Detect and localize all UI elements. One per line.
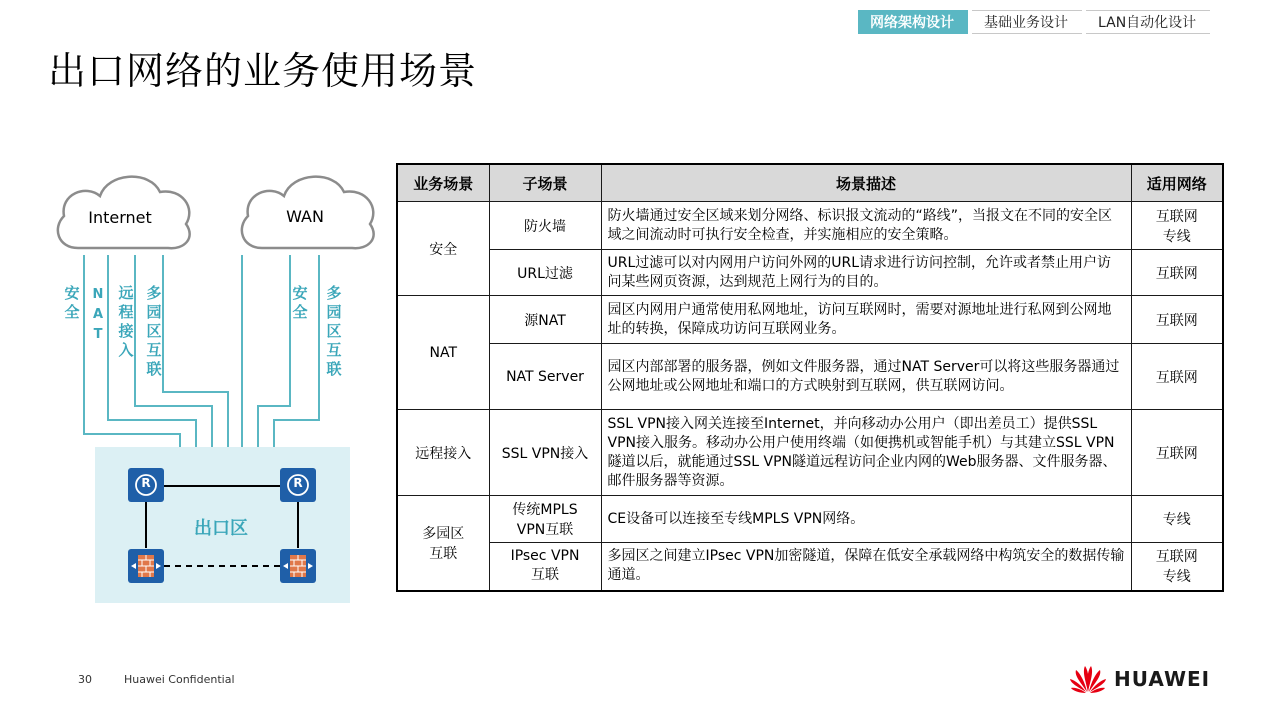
header-description: 场景描述: [601, 164, 1131, 202]
scene-table: [396, 163, 1224, 592]
breadcrumb: [858, 10, 1214, 34]
firewall-right-icon: [280, 549, 316, 583]
firewall-left-icon: [128, 549, 164, 583]
egress-network-diagram: [0, 150, 400, 620]
header-network: 适用网络: [1131, 164, 1223, 202]
table-row: [397, 344, 1223, 410]
table-row: [397, 543, 1223, 591]
table-row: [397, 496, 1223, 543]
link-label-security-wan: 安全: [292, 284, 308, 321]
description-cell: 防火墙通过安全区域来划分网络、标识报文流动的“路线”，当报文在不同的安全区域之间流动时可执行安全检查，并实施相应的安全策略。: [601, 202, 1131, 250]
table-row: [397, 296, 1223, 344]
link-label-remote-access: 远程接入: [118, 284, 134, 359]
network-cell: 专线: [1131, 496, 1223, 543]
egress-zone-label: 出口区: [194, 518, 248, 539]
description-cell: 园区内部部署的服务器，例如文件服务器，通过NAT Server可以将这些服务器通过公网地址或公网地址和端口的方式映射到互联网，供互联网访问。: [601, 344, 1131, 410]
subscene-cell: URL过滤: [489, 250, 601, 296]
subscene-cell: 防火墙: [489, 202, 601, 250]
huawei-logo-text: HUAWEI: [1114, 667, 1211, 691]
huawei-flower-icon: [1068, 664, 1108, 694]
scene-cell: 多园区 互联: [397, 496, 489, 591]
table-row: [397, 202, 1223, 250]
scene-cell: NAT: [397, 296, 489, 410]
network-cell: 互联网: [1131, 296, 1223, 344]
scene-cell: 安全: [397, 202, 489, 296]
breadcrumb-item-basic-service[interactable]: 基础业务设计: [972, 10, 1082, 34]
router-right-label: R: [293, 476, 303, 490]
subscene-cell: 传统MPLS VPN互联: [489, 496, 601, 543]
network-cell: 互联网: [1131, 410, 1223, 496]
header-subscene: 子场景: [489, 164, 601, 202]
description-cell: URL过滤可以对内网用户访问外网的URL请求进行访问控制，允许或者禁止用户访问某些网页资源，达到规范上网行为的目的。: [601, 250, 1131, 296]
internet-label: Internet: [88, 208, 152, 227]
subscene-cell: IPsec VPN 互联: [489, 543, 601, 591]
confidential-label: Huawei Confidential: [124, 673, 235, 686]
breadcrumb-item-architecture[interactable]: 网络架构设计: [858, 10, 968, 34]
wan-label: WAN: [286, 207, 324, 226]
description-cell: 园区内网用户通常使用私网地址，访问互联网时，需要对源地址进行私网到公网地址的转换，保障成功访问互联网业务。: [601, 296, 1131, 344]
scene-cell: 远程接入: [397, 410, 489, 496]
description-cell: SSL VPN接入网关连接至Internet，并向移动办公用户（即出差员工）提供SSL VPN接入服务。移动办公用户使用终端（如便携机或智能手机）与其建立SSL VPN隧道以后，就能通过SSL VPN隧道远程访问企业内网的Web服务器、文件服务器、邮件服务器等资源。: [601, 410, 1131, 496]
link-label-security-internet: 安全: [64, 284, 80, 321]
link-label-multi-campus-internet: 多园区互联: [146, 284, 162, 378]
table-row: [397, 410, 1223, 496]
network-cell: 互联网 专线: [1131, 202, 1223, 250]
page-number: 30: [78, 673, 92, 686]
huawei-logo: [1068, 664, 1218, 694]
network-cell: 互联网 专线: [1131, 543, 1223, 591]
subscene-cell: NAT Server: [489, 344, 601, 410]
link-label-nat: NAT: [92, 287, 104, 342]
table-header-row: [397, 164, 1223, 202]
breadcrumb-item-lan-automation[interactable]: LAN自动化设计: [1086, 10, 1210, 34]
network-cell: 互联网: [1131, 344, 1223, 410]
network-cell: 互联网: [1131, 250, 1223, 296]
description-cell: 多园区之间建立IPsec VPN加密隧道，保障在低安全承载网络中构筑安全的数据传输通道。: [601, 543, 1131, 591]
table-row: [397, 250, 1223, 296]
page-title: 出口网络的业务使用场景: [48, 49, 478, 93]
header-scene: 业务场景: [397, 164, 489, 202]
link-label-multi-campus-wan: 多园区互联: [326, 284, 342, 378]
subscene-cell: 源NAT: [489, 296, 601, 344]
router-left-label: R: [141, 476, 151, 490]
subscene-cell: SSL VPN接入: [489, 410, 601, 496]
description-cell: CE设备可以连接至专线MPLS VPN网络。: [601, 496, 1131, 543]
